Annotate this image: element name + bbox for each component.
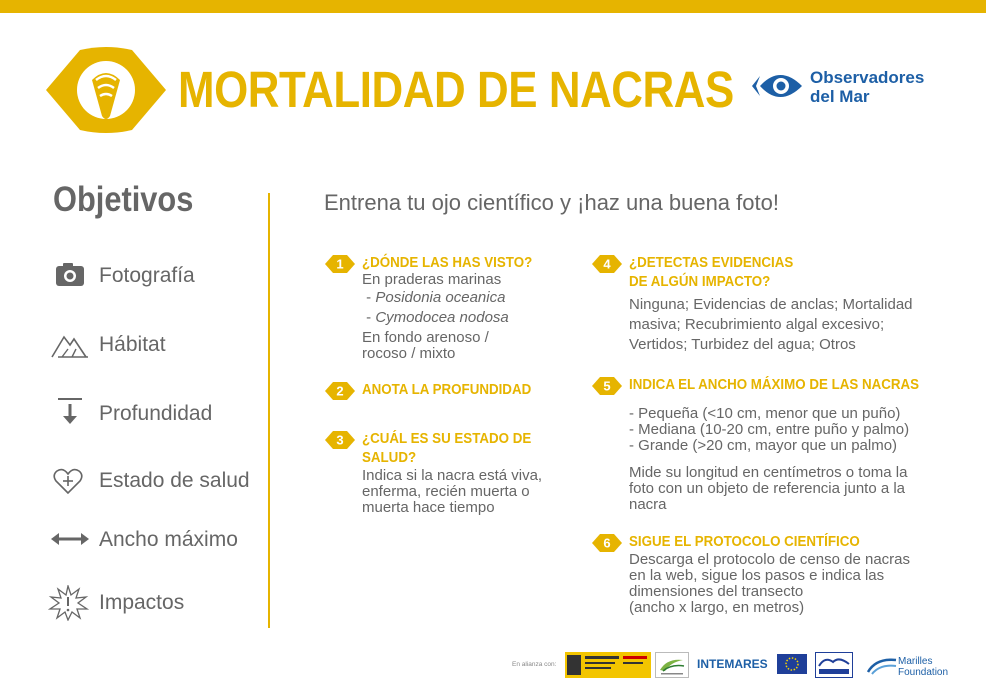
step-line: En fondo arenoso /: [362, 329, 489, 346]
step-heading-line: SALUD?: [362, 450, 417, 466]
burst-alert-icon: [48, 585, 92, 621]
fundacion-biodiversidad-logo-icon: [655, 652, 689, 678]
step-line: muerta hace tiempo: [362, 499, 495, 516]
svg-text:4: 4: [603, 256, 611, 272]
step-line: rocoso / mixto: [362, 345, 456, 362]
objective-habitat: [48, 327, 268, 363]
objective-fotografia: [48, 258, 268, 294]
objective-label: Fotografía: [99, 264, 195, 287]
step-line: enferma, recién muerta o: [362, 483, 530, 500]
step-line: - Mediana (10-20 cm, entre puño y palmo): [629, 421, 910, 438]
species-name: Cymodocea nodosa: [375, 309, 509, 326]
step-heading: ANOTA LA PROFUNDIDAD: [362, 382, 532, 398]
camera-icon: [48, 258, 92, 294]
double-arrow-icon: [48, 522, 92, 558]
step-6: [592, 533, 962, 623]
step-4: [592, 254, 962, 354]
step-line: Vertidos; Turbidez del agua; Otros: [629, 336, 856, 353]
column-divider: [268, 193, 270, 628]
marilles-text: [898, 656, 948, 678]
step-line: - Pequeña (<10 cm, menor que un puño): [629, 405, 901, 422]
depth-arrow-icon: [48, 396, 92, 432]
objective-profundidad: [48, 396, 268, 432]
step-line: En praderas marinas: [362, 271, 502, 288]
step-2: [325, 381, 575, 403]
step-heading-line: ¿DETECTAS EVIDENCIAS: [629, 255, 794, 271]
step-line: nacra: [629, 496, 667, 513]
step-badge-icon: [592, 533, 622, 553]
step-body: [362, 272, 509, 362]
svg-text:5: 5: [603, 378, 611, 394]
step-body: [362, 468, 542, 516]
step-badge-icon: [592, 254, 622, 274]
habitat-mountain-icon: [48, 327, 92, 363]
step-line: - Posidonia oceanica: [366, 289, 506, 306]
step-line: - Cymodocea nodosa: [366, 309, 509, 326]
subtitle: Entrena tu ojo científico y ¡haz una buena foto!: [324, 190, 779, 215]
brand-line-1: Observadores: [810, 68, 925, 87]
objective-ancho-maximo: [48, 522, 268, 558]
objective-label: Ancho máximo: [99, 528, 238, 551]
brand-line-2: del Mar: [810, 87, 870, 106]
objective-label: Hábitat: [99, 333, 166, 356]
marilles-logo-icon: [866, 652, 898, 678]
objectives-title: Objetivos: [53, 180, 194, 219]
natura-2000-logo-icon: [815, 652, 853, 678]
intemares-logo: INTEMARES: [697, 657, 768, 671]
svg-text:6: 6: [603, 535, 611, 551]
step-3: [325, 430, 575, 520]
step-body: [629, 552, 910, 616]
step-5: [592, 376, 962, 516]
partners-label: En alianza con:: [512, 661, 557, 668]
step-heading-line: DE ALGÚN IMPACTO?: [629, 274, 771, 290]
step-line: Descarga el protocolo de censo de nacras: [629, 551, 911, 568]
step-heading: [629, 254, 793, 292]
svg-text:2: 2: [336, 383, 344, 399]
step-badge-icon: [592, 376, 622, 396]
species-name: Posidonia oceanica: [375, 289, 506, 306]
step-line: foto con un objeto de referencia junto a la: [629, 480, 906, 497]
step-heading: ¿DÓNDE LAS HAS VISTO?: [362, 255, 533, 271]
step-line: Mide su longitud en centímetros o toma la: [629, 464, 908, 481]
objective-estado-salud: [48, 463, 268, 499]
svg-text:1: 1: [336, 256, 344, 272]
step-heading: [362, 430, 531, 468]
eu-flag-icon: [777, 652, 807, 678]
step-line: Indica si la nacra está viva,: [362, 467, 543, 484]
marilles-line-2: Foundation: [898, 667, 949, 678]
step-line: dimensiones del transecto: [629, 583, 804, 600]
step-line: (ancho x largo, en metros): [629, 599, 805, 616]
objective-impactos: [48, 585, 268, 621]
page-title: MORTALIDAD DE NACRAS: [178, 61, 734, 118]
step-heading-line: ¿CUÁL ES SU ESTADO DE: [362, 431, 532, 447]
step-heading: SIGUE EL PROTOCOLO CIENTÍFICO: [629, 534, 860, 550]
step-line: masiva; Recubrimiento algal excesivo;: [629, 316, 885, 333]
step-badge-icon: [325, 381, 355, 401]
step-badge-icon: [325, 430, 355, 450]
objective-label: Profundidad: [99, 402, 213, 425]
heart-plus-icon: [48, 463, 92, 499]
step-line: - Grande (>20 cm, mayor que un palmo): [629, 437, 898, 454]
svg-text:3: 3: [336, 432, 344, 448]
step-1: [325, 254, 575, 366]
step-line: en la web, sigue los pasos e indica las: [629, 567, 885, 584]
objective-label: Estado de salud: [99, 469, 250, 492]
step-badge-icon: [325, 254, 355, 274]
step-body: [629, 406, 909, 513]
nacra-eye-logo-icon: [44, 46, 168, 134]
top-accent-bar: [0, 0, 986, 13]
step-line: Ninguna; Evidencias de anclas; Mortalidad: [629, 296, 913, 313]
step-body: [629, 295, 913, 355]
step-heading: INDICA EL ANCHO MÁXIMO DE LAS NACRAS: [629, 377, 920, 393]
observadores-del-mar-brand: [750, 66, 950, 110]
objective-label: Impactos: [99, 591, 185, 614]
ministerio-logo-icon: [565, 652, 651, 678]
brand-eye-icon: [750, 68, 806, 104]
marilles-line-1: Marilles: [898, 656, 933, 667]
